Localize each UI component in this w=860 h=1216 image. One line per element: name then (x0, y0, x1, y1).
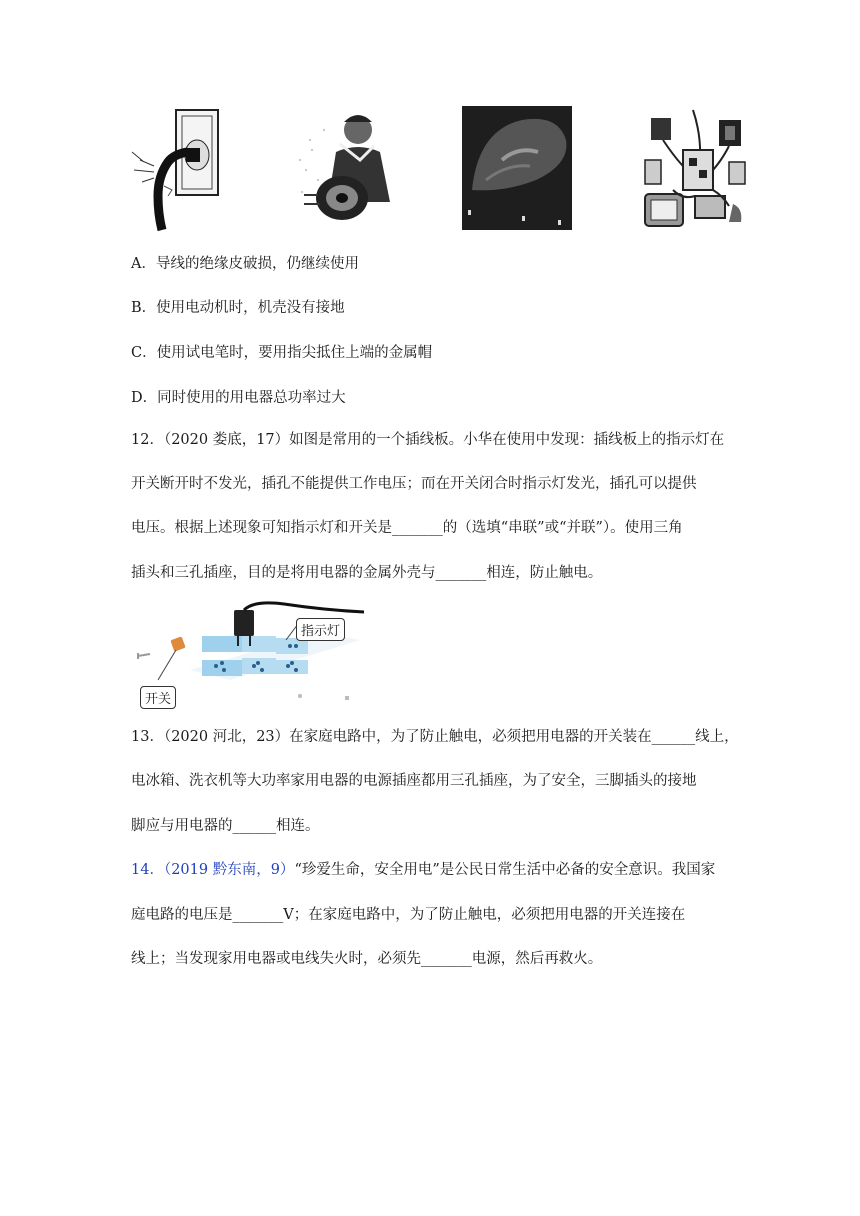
q12-line-2: 开关断开时不发光，插孔不能提供工作电压；而在开关闭合时指示灯发光，插孔可以提供 (131, 476, 697, 492)
q12-line-4: 插头和三孔插座，目的是将用电器的金属外壳与_______相连，防止触电。 (131, 565, 603, 581)
man-with-motor-image (290, 100, 405, 235)
q13-line-1: 13．（2020 河北，23）在家庭电路中，为了防止触电，必须把用电器的开关装在______线上， (131, 729, 739, 745)
q12-line-3: 电压。根据上述现象可知指示灯和开关是_______的（选填“串联”或“并联”）。使用三角 (131, 520, 683, 536)
option-images-row (128, 100, 758, 240)
q14-line-1-text: “珍爱生命，安全用电”是公民日常生活中必备的安全意识。我国家 (294, 862, 716, 878)
q14-source: 14．（2019 黔东南，9） (131, 862, 295, 878)
q14-line-2: 庭电路的电压是_______V；在家庭电路中，为了防止触电，必须把用电器的开关连接在 (131, 907, 686, 923)
q14-line-1 (131, 860, 715, 880)
test-pen-hand-image (462, 100, 574, 235)
power-strip-figure (130, 600, 380, 708)
indicator-light-label: 指示灯 (296, 618, 345, 641)
q14-line-3: 线上；当发现家用电器或电线失火时，必须先_______电源，然后再救火。 (131, 951, 603, 967)
option-b: B．使用电动机时，机壳没有接地 (131, 300, 345, 316)
option-d: D．同时使用的用电器总功率过大 (131, 390, 346, 406)
q13-line-2: 电冰箱、洗衣机等大功率家用电器的电源插座都用三孔插座，为了安全，三脚插头的接地 (131, 773, 697, 789)
damaged-cord-socket-image (128, 100, 233, 235)
q12-line-1: 12．（2020 娄底，17）如图是常用的一个插线板。小华在使用中发现：插线板上的指示灯在 (131, 432, 725, 448)
overloaded-outlet-appliances-image (633, 100, 758, 235)
option-a: A．导线的绝缘皮破损，仍继续使用 (131, 256, 359, 272)
q13-line-3: 脚应与用电器的______相连。 (131, 818, 320, 834)
option-c: C．使用试电笔时，要用指尖抵住上端的金属帽 (131, 345, 433, 361)
switch-label: 开关 (140, 686, 176, 709)
